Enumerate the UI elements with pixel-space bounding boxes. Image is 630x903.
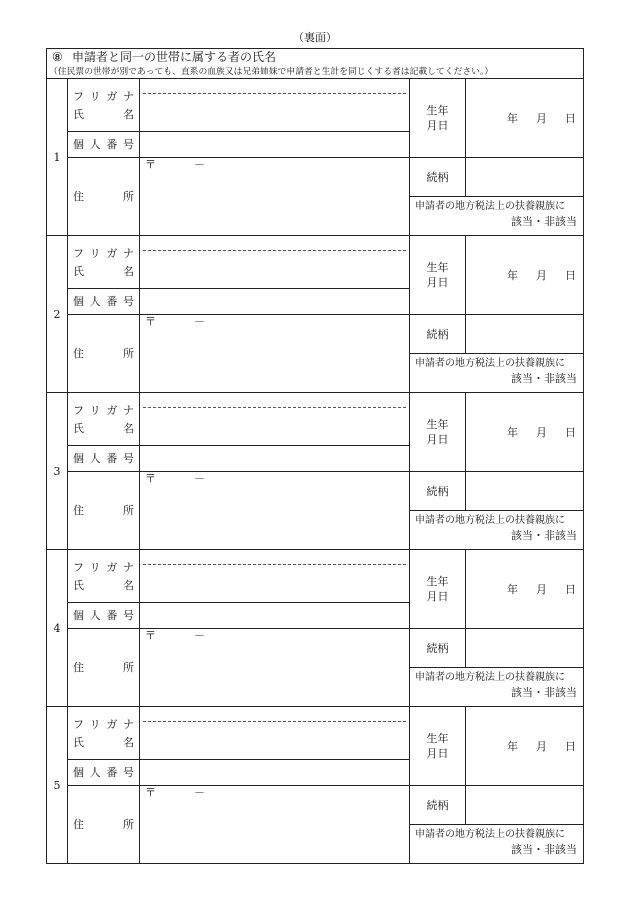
label-char: リ	[89, 718, 101, 731]
member-block	[47, 550, 584, 707]
furigana-label	[73, 405, 134, 417]
birthdate-label: 生年月日	[426, 575, 449, 603]
label-char: 番	[106, 294, 118, 308]
furigana-label	[73, 562, 134, 574]
relationship-label: 続柄	[426, 799, 449, 812]
label-char: 人	[89, 451, 101, 465]
label-char: 号	[122, 451, 134, 465]
individual-number-field[interactable]	[140, 603, 410, 629]
label-char: 個	[73, 451, 84, 465]
birthdate-field[interactable]	[466, 707, 584, 786]
label-char: 人	[89, 294, 101, 308]
label-char: 所	[123, 817, 134, 831]
individual-number-label	[73, 767, 134, 779]
name-label-cell	[68, 79, 140, 132]
birthdate-label: 生年月日	[426, 104, 449, 132]
label-char: フ	[73, 718, 84, 731]
dependent-options: 該当・非該当	[511, 529, 577, 542]
dependent-question: 申請者の地方税法上の扶養親族に	[415, 829, 565, 840]
label-char: フ	[73, 404, 84, 417]
member-number: 1	[47, 79, 68, 236]
individual-number-label	[73, 139, 134, 151]
postal-code-dash: －	[194, 472, 205, 485]
relationship-field[interactable]	[466, 315, 584, 354]
month-unit: 月	[536, 739, 547, 753]
label-char: 住	[73, 189, 84, 203]
birthdate-field[interactable]	[466, 550, 584, 629]
day-unit: 日	[565, 582, 576, 596]
label-char: 個	[73, 608, 84, 622]
individual-number-field[interactable]	[140, 132, 410, 158]
year-unit: 年	[507, 111, 518, 125]
member-list	[47, 79, 584, 864]
label-char: 所	[123, 660, 134, 674]
individual-number-field[interactable]	[140, 446, 410, 472]
label-char: ナ	[122, 404, 134, 417]
individual-number-field[interactable]	[140, 289, 410, 315]
furigana-divider	[143, 407, 406, 408]
individual-number-label	[73, 453, 134, 465]
label-char: 番	[106, 608, 118, 622]
household-members-form	[46, 48, 584, 864]
label-char: 所	[123, 189, 134, 203]
month-unit: 月	[536, 425, 547, 439]
relationship-label-cell	[410, 786, 466, 825]
relationship-field[interactable]	[466, 786, 584, 825]
furigana-divider	[143, 93, 406, 94]
label-char: ガ	[106, 247, 118, 260]
name-label	[73, 737, 134, 749]
individual-number-label-cell	[68, 760, 140, 786]
relationship-label: 続柄	[426, 642, 449, 655]
address-field[interactable]	[140, 472, 410, 550]
dependent-status-cell	[410, 354, 584, 393]
furigana-label	[73, 719, 134, 731]
postal-code-dash: －	[194, 786, 205, 799]
label-char: 人	[89, 137, 101, 151]
birthdate-label-cell	[410, 707, 466, 786]
member-number: 5	[47, 707, 68, 864]
label-char: 番	[106, 451, 118, 465]
postal-mark: 〒	[145, 472, 156, 485]
label-char: フ	[73, 561, 84, 574]
address-field[interactable]	[140, 629, 410, 707]
label-char: フ	[73, 90, 84, 103]
label-char: 所	[123, 346, 134, 360]
address-label	[73, 505, 134, 517]
label-char: 氏	[73, 265, 84, 278]
label-char: 住	[73, 817, 84, 831]
label-char: リ	[89, 90, 101, 103]
birthdate-field[interactable]	[466, 393, 584, 472]
label-char: 人	[89, 765, 101, 779]
relationship-field[interactable]	[466, 158, 584, 197]
postal-code-dash: －	[194, 315, 205, 328]
section-number-badge: ⑧	[52, 50, 63, 64]
label-char: ガ	[106, 404, 118, 417]
label-char: 氏	[73, 422, 84, 435]
label-char: ナ	[122, 561, 134, 574]
furigana-label	[73, 248, 134, 260]
label-char: 名	[123, 579, 134, 592]
section-header	[47, 49, 584, 79]
year-unit: 年	[507, 739, 518, 753]
dependent-options: 該当・非該当	[511, 215, 577, 228]
individual-number-label-cell	[68, 603, 140, 629]
label-char: 号	[122, 294, 134, 308]
label-char: 名	[123, 736, 134, 749]
label-char: 名	[123, 422, 134, 435]
address-label-cell	[68, 472, 140, 550]
relationship-label-cell	[410, 472, 466, 511]
relationship-label-cell	[410, 158, 466, 197]
address-label	[73, 662, 134, 674]
member-block	[47, 707, 584, 864]
name-label	[73, 580, 134, 592]
year-unit: 年	[507, 425, 518, 439]
postal-mark: 〒	[145, 158, 156, 171]
individual-number-label	[73, 296, 134, 308]
postal-mark: 〒	[145, 629, 156, 642]
birthdate-label-cell	[410, 79, 466, 158]
furigana-divider	[143, 564, 406, 565]
name-field[interactable]	[140, 550, 410, 603]
label-char: ナ	[122, 90, 134, 103]
dependent-status-cell	[410, 825, 584, 864]
dependent-question: 申請者の地方税法上の扶養親族に	[415, 672, 565, 683]
label-char: ナ	[122, 718, 134, 731]
name-label-cell	[68, 550, 140, 603]
birthdate-label-cell	[410, 236, 466, 315]
birthdate-label: 生年月日	[426, 418, 449, 446]
name-label-cell	[68, 236, 140, 289]
relationship-label: 続柄	[426, 485, 449, 498]
label-char: ナ	[122, 247, 134, 260]
birthdate-field[interactable]	[466, 79, 584, 158]
individual-number-label-cell	[68, 132, 140, 158]
year-unit: 年	[507, 268, 518, 282]
month-unit: 月	[536, 268, 547, 282]
label-char: 号	[122, 137, 134, 151]
name-label-cell	[68, 707, 140, 760]
postal-mark: 〒	[145, 786, 156, 799]
label-char: 住	[73, 503, 84, 517]
name-field[interactable]	[140, 393, 410, 446]
section-title: 申請者と同一の世帯に属する者の氏名	[72, 50, 277, 64]
name-field[interactable]	[140, 79, 410, 132]
dependent-options: 該当・非該当	[511, 372, 577, 385]
day-unit: 日	[565, 111, 576, 125]
individual-number-label-cell	[68, 446, 140, 472]
label-char: ガ	[106, 718, 118, 731]
postal-code-dash: －	[194, 158, 205, 171]
label-char: 住	[73, 346, 84, 360]
relationship-field[interactable]	[466, 472, 584, 511]
birthdate-label: 生年月日	[426, 261, 449, 289]
label-char: 氏	[73, 579, 84, 592]
address-field[interactable]	[140, 158, 410, 236]
back-side-label: （裏面）	[293, 31, 337, 44]
birthdate-label: 生年月日	[426, 732, 449, 760]
member-block	[47, 393, 584, 550]
label-char: 所	[123, 503, 134, 517]
address-label-cell	[68, 786, 140, 864]
label-char: 個	[73, 294, 84, 308]
address-label-cell	[68, 629, 140, 707]
label-char: 個	[73, 765, 84, 779]
section-note: （住民票の世帯が別であっても、直系の血族又は兄弟姉妹で申請者と生計を同じくする者は記載してください。）	[49, 67, 494, 77]
name-label-cell	[68, 393, 140, 446]
address-label	[73, 348, 134, 360]
address-field[interactable]	[140, 315, 410, 393]
relationship-label-cell	[410, 315, 466, 354]
address-label	[73, 191, 134, 203]
member-number: 2	[47, 236, 68, 393]
member-block	[47, 236, 584, 393]
day-unit: 日	[565, 425, 576, 439]
label-char: リ	[89, 247, 101, 260]
birthdate-label-cell	[410, 550, 466, 629]
birthdate-field[interactable]	[466, 236, 584, 315]
label-char: 住	[73, 660, 84, 674]
postal-code-dash: －	[194, 629, 205, 642]
label-char: ガ	[106, 561, 118, 574]
address-label-cell	[68, 315, 140, 393]
dependent-status-cell	[410, 668, 584, 707]
label-char: リ	[89, 404, 101, 417]
label-char: 号	[122, 608, 134, 622]
label-char: ガ	[106, 90, 118, 103]
month-unit: 月	[536, 582, 547, 596]
member-number: 3	[47, 393, 68, 550]
furigana-divider	[143, 721, 406, 722]
label-char: 個	[73, 137, 84, 151]
member-number: 4	[47, 550, 68, 707]
dependent-status-cell	[410, 511, 584, 550]
relationship-field[interactable]	[466, 629, 584, 668]
label-char: 氏	[73, 108, 84, 121]
furigana-label	[73, 91, 134, 103]
name-field[interactable]	[140, 707, 410, 760]
dependent-question: 申請者の地方税法上の扶養親族に	[415, 201, 565, 212]
year-unit: 年	[507, 582, 518, 596]
relationship-label: 続柄	[426, 328, 449, 341]
relationship-label: 続柄	[426, 171, 449, 184]
label-char: 番	[106, 765, 118, 779]
label-char: 号	[122, 765, 134, 779]
name-label	[73, 423, 134, 435]
postal-mark: 〒	[145, 315, 156, 328]
dependent-question: 申請者の地方税法上の扶養親族に	[415, 515, 565, 526]
birthdate-label-cell	[410, 393, 466, 472]
label-char: 名	[123, 265, 134, 278]
individual-number-field[interactable]	[140, 760, 410, 786]
label-char: 人	[89, 608, 101, 622]
address-label-cell	[68, 158, 140, 236]
name-label	[73, 109, 134, 121]
label-char: 名	[123, 108, 134, 121]
label-char: 氏	[73, 736, 84, 749]
dependent-options: 該当・非該当	[511, 686, 577, 699]
day-unit: 日	[565, 739, 576, 753]
furigana-divider	[143, 250, 406, 251]
label-char: 番	[106, 137, 118, 151]
address-field[interactable]	[140, 786, 410, 864]
name-label	[73, 266, 134, 278]
member-block	[47, 79, 584, 236]
individual-number-label-cell	[68, 289, 140, 315]
month-unit: 月	[536, 111, 547, 125]
individual-number-label	[73, 610, 134, 622]
dependent-question: 申請者の地方税法上の扶養親族に	[415, 358, 565, 369]
name-field[interactable]	[140, 236, 410, 289]
day-unit: 日	[565, 268, 576, 282]
dependent-options: 該当・非該当	[511, 843, 577, 856]
address-label	[73, 819, 134, 831]
label-char: リ	[89, 561, 101, 574]
label-char: フ	[73, 247, 84, 260]
dependent-status-cell	[410, 197, 584, 236]
relationship-label-cell	[410, 629, 466, 668]
